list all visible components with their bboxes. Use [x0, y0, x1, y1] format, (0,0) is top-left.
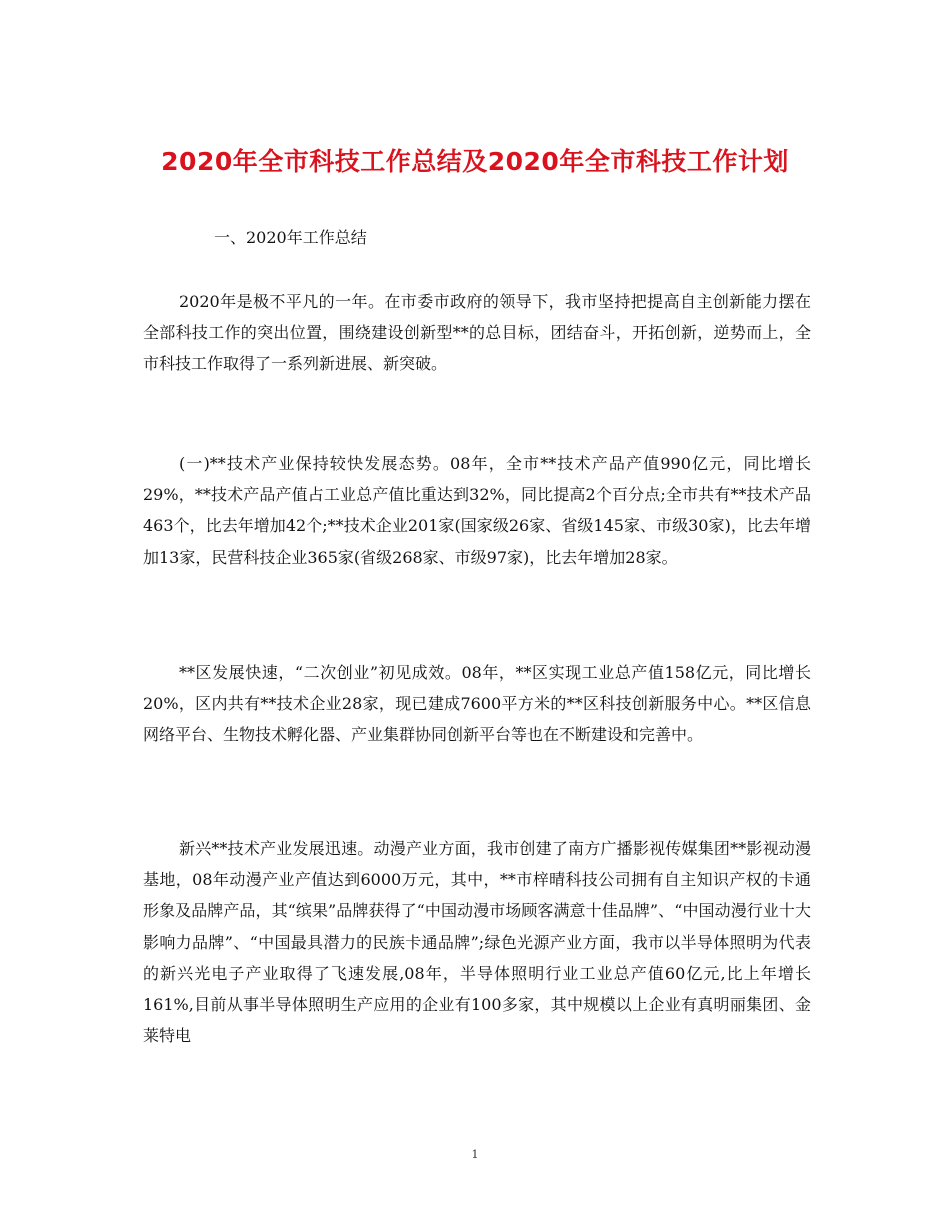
- document-title: 2020年全市科技工作总结及2020年全市科技工作计划: [161, 147, 789, 176]
- page-number: 1: [471, 1148, 479, 1161]
- paragraph-1: 2020年是极不平凡的一年。在市委市政府的领导下，我市坚持把提高自主创新能力摆在全部科技工作的突出位置，围绕建设创新型**的总目标，团结奋斗，开拓创新，逆势而上，全市科技工作取得了一系列新进展、新突破。: [143, 292, 811, 374]
- section-heading: 一、2020年工作总结: [214, 228, 367, 247]
- paragraph-3: **区发展快速，“二次创业”初见成效。08年，**区实现工业总产值158亿元，同比增长20%，区内共有**技术企业28家，现已建成7600平方米的**区科技创新服务中心。**区信息网络平台、生物技术孵化器、产业集群协同创新平台等也在不断建设和完善中。: [143, 663, 811, 745]
- paragraph-4: 新兴**技术产业发展迅速。动漫产业方面，我市创建了南方广播影视传媒集团**影视动漫基地，08年动漫产业产值达到6000万元，其中，**市梓晴科技公司拥有自主知识产权的卡通形象及品牌产品，其“缤果”品牌获得了“中国动漫市场顾客满意十佳品牌”、“中国动漫行业十大影响力品牌”、“中国最具潜力的民族卡通品牌”;绿色光源产业方面，我市以半导体照明为代表的新兴光电子产业取得了飞速发展,08年，半导体照明行业工业总产值60亿元,比上年增长161%,目前从事半导体照明生产应用的企业有100多家，其中规模以上企业有真明丽集团、金莱特电: [143, 839, 811, 1046]
- paragraph-2: (一)**技术产业保持较快发展态势。08年，全市**技术产品产值990亿元，同比增长29%，**技术产品产值占工业总产值比重达到32%，同比提高2个百分点;全市共有**技术产品463个，比去年增加42个;**技术企业201家(国家级26家、省级145家、市级30家)，比去年增加13家，民营科技企业365家(省级268家、市级97家)，比去年增加28家。: [143, 454, 811, 567]
